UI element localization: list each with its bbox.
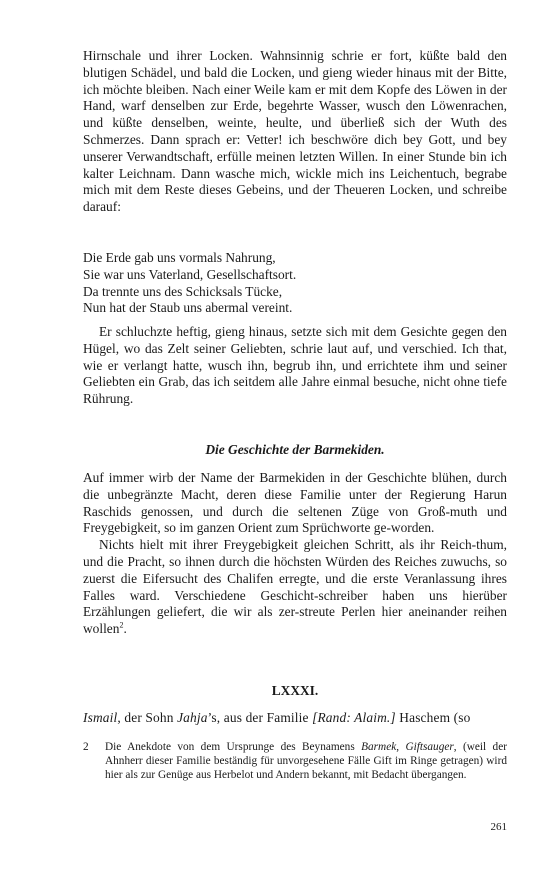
paragraph-4 xyxy=(83,537,507,638)
page-number: 261 xyxy=(490,821,507,833)
poem-line-4: Nun hat der Staub uns abermal vereint. xyxy=(83,300,293,316)
footnote-text xyxy=(105,740,507,782)
poem-line-2: Sie war uns Vaterland, Gesellschaftsort. xyxy=(83,266,297,282)
footnote-text-2: , (weil der Ahnherr dieser Familie beständig für unvorgesehene Fälle Gift im Ringe getragen) wird hier als zur Genüge aus Herbelot und Andern bekannt, mit Bedacht übergangen. xyxy=(105,741,507,782)
paragraph-3 xyxy=(83,470,507,638)
paragraph-2-text: Er schluchzte heftig, gieng hinaus, setzte sich mit dem Gesichte gegen den Hügel, wo das Zelt seiner Geliebten, schrie laut auf, und verschied. Ich that, wie er verlangt hatte, wusch ihn, begrub ihn, und errichtete ihm und seiner Geliebten ein Grab, das ich seitdem alle Jahre einmal besuche, nicht ohne tiefe Rührung. xyxy=(83,324,507,407)
footnote-term-barmek: Barmek xyxy=(361,741,397,753)
paragraph-2 xyxy=(83,324,507,408)
paragraph-5-text-2: ’s, aus der Familie xyxy=(207,710,313,725)
paragraph-4-text: Nichts hielt mit ihrer Freygebigkeit gleichen Schritt, als ihr Reich-thum, und die Pracht, so ihnen durch die höchsten Würden des Reiches zuwuchs, so zuerst die Eifersucht des Chalifen erregte, und die erste Veranlassung ihres Falles ward. Verschiedene Geschicht-schreiber haben uns hierüber Erzählungen geliefert, die wir als zer-streute Perlen hier aneinander reihen wollen xyxy=(83,537,507,637)
poem-line-3: Da trennte uns des Schicksals Tücke, xyxy=(83,283,283,299)
footnote-text-1: Die Anekdote von dem Ursprunge des Beynamens xyxy=(105,741,362,753)
paragraph-5-text-3: Haschem (so xyxy=(395,710,471,725)
name-jahja: Jahja xyxy=(177,710,208,725)
footnote-separator: , xyxy=(396,741,406,753)
footnote-number: 2 xyxy=(83,741,89,753)
paragraph-4-end: . xyxy=(123,621,127,637)
paragraph-1-text: Hirnschale und ihrer Locken. Wahnsinnig schrie er fort, küßte bald den blutigen Schädel, und bald die Locken, und gieng wieder hinaus mit der Bitte, ich möchte bleiben. Nach einer Weile kam er mit dem Kopfe des Löwen in der Hand, warf denselben zur Erde, begehrte Wasser, wusch den Löwenrachen, und küßte denselben, weinte, heulte, und überließ sich der Wuth des Schmerzes. Dann sprach er: Vetter! ich beschwöre dich bey Gott, und bey unserer Verwandtschaft, erfülle meinen letzten Willen. In einer Stunde bin ich kalter Leichnam. Dann wasche mich, wickle mich ins Leichentuch, begrabe mich mit dem Reste dieses Gebeins, und der Theueren Locken, und schreibe darauf: xyxy=(83,48,507,215)
margin-note: [Rand: Alaim.] xyxy=(312,710,396,725)
poem-line-1: Die Erde gab uns vormals Nahrung, xyxy=(83,250,276,265)
poem xyxy=(83,250,507,317)
paragraph-5 xyxy=(83,710,507,727)
footnote-term-giftsauger: Giftsauger xyxy=(405,741,454,753)
footnote xyxy=(83,740,507,782)
chapter-number: LXXXI. xyxy=(271,683,319,698)
section-heading: Die Geschichte der Barmekiden. xyxy=(205,442,385,457)
name-ismail: Ismail xyxy=(83,710,118,725)
paragraph-3-text: Auf immer wirb der Name der Barmekiden in der Geschichte blühen, durch die unbegränzte Macht, deren diese Familie unter der Regierung Harun Raschids genossen, und durch die seltenen Züge von Groß-muth und Freygebigkeit, so im ganzen Orient zum Sprüchworte ge-worden. xyxy=(83,470,507,536)
paragraph-5-text-1: , der Sohn xyxy=(117,710,178,725)
paragraph-1 xyxy=(83,48,507,216)
footnote-reference: 2 xyxy=(119,620,124,630)
